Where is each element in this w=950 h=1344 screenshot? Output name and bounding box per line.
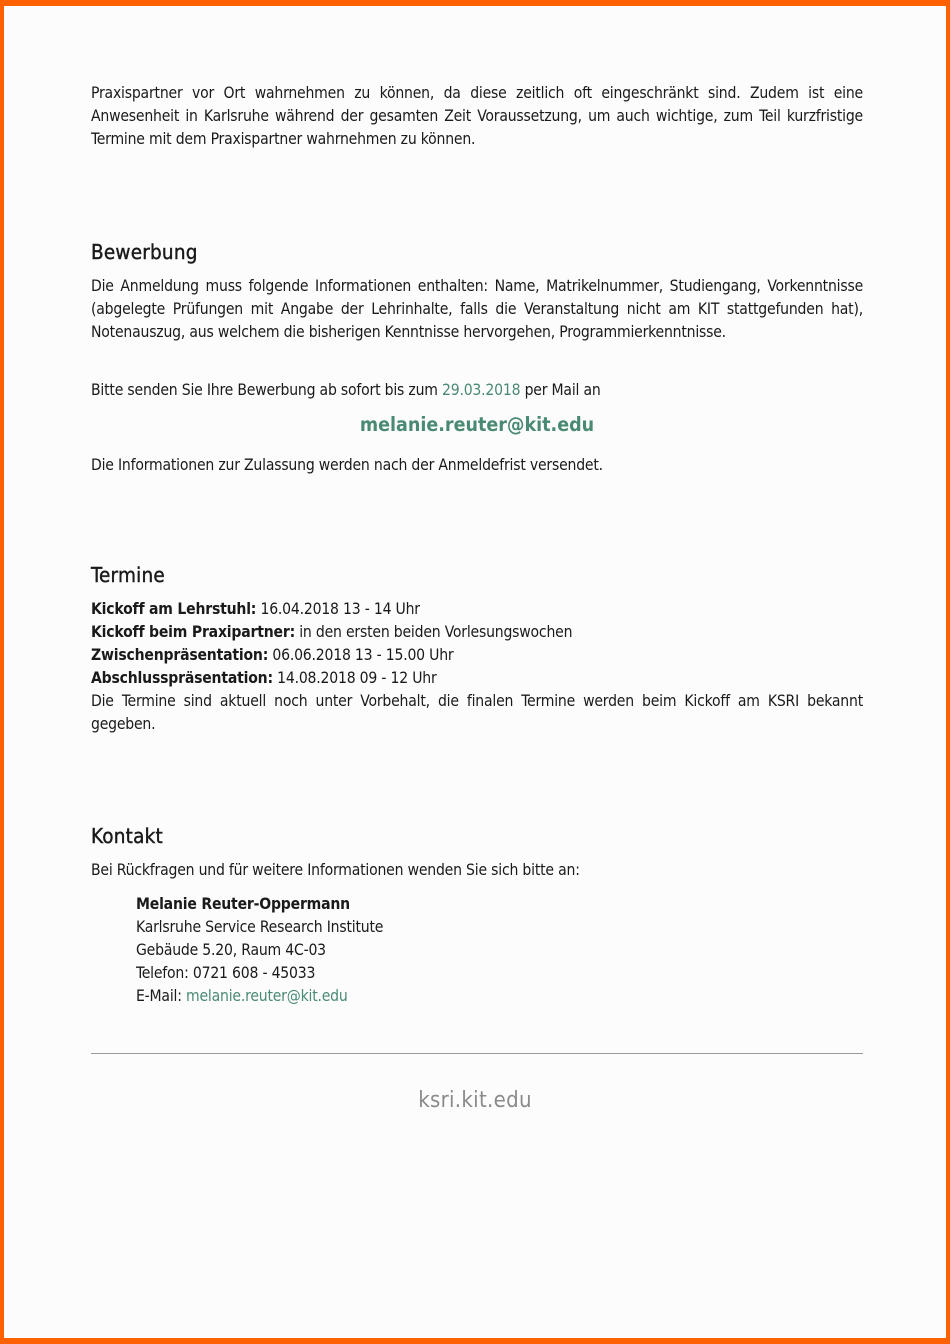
- send-suffix: per Mail an: [520, 381, 601, 399]
- section-heading-kontakt: Kontakt: [91, 824, 163, 848]
- termin-value: 06.06.2018 13 - 15.00 Uhr: [268, 646, 454, 664]
- contact-email-line: [136, 985, 863, 1008]
- contact-email-label: E-Mail:: [136, 987, 187, 1005]
- contact-email-link[interactable]: melanie.reuter@kit.edu: [186, 987, 348, 1005]
- send-prefix: Bitte senden Sie Ihre Bewerbung ab sofort bis zum: [91, 381, 442, 399]
- intro-paragraph: Praxispartner vor Ort wahrnehmen zu können, da diese zeitlich oft eingeschränkt sind. Zudem ist eine Anwesenheit in Karlsruhe während der gesamten Zeit Voraussetzung, um auch wichtige, zum Teil kurzfristige Termine mit dem Praxispartner wahrnehmen zu können.: [91, 84, 863, 148]
- bewerbung-note: Die Informationen zur Zulassung werden nach der Anmeldefrist versendet.: [91, 456, 603, 474]
- section-heading-bewerbung: Bewerbung: [91, 240, 198, 264]
- deadline-date: 29.03.2018: [442, 381, 521, 399]
- termine-list: [91, 598, 863, 736]
- termin-label: Abschlusspräsentation:: [91, 669, 273, 687]
- contact-phone: Telefon: 0721 608 - 45033: [136, 964, 316, 982]
- termin-value: 16.04.2018 13 - 14 Uhr: [256, 600, 420, 618]
- section-heading-termine: Termine: [91, 563, 165, 587]
- termin-item: [91, 598, 863, 621]
- contact-block: [91, 893, 863, 1008]
- termin-item: [91, 621, 863, 644]
- application-email-link[interactable]: melanie.reuter@kit.edu: [359, 413, 595, 436]
- termin-value: 14.08.2018 09 - 12 Uhr: [272, 669, 437, 687]
- contact-institute: Karlsruhe Service Research Institute: [136, 918, 384, 936]
- termine-note: Die Termine sind aktuell noch unter Vorbehalt, die finalen Termine werden beim Kickoff am KSRI bekannt gegeben.: [91, 692, 863, 733]
- termin-item: [91, 644, 863, 667]
- contact-name: Melanie Reuter-Oppermann: [136, 895, 350, 913]
- contact-room: Gebäude 5.20, Raum 4C-03: [136, 941, 326, 959]
- termin-label: Kickoff am Lehrstuhl:: [91, 600, 257, 618]
- bewerbung-send-line: [91, 379, 863, 402]
- footer-divider: [91, 1053, 863, 1054]
- termin-label: Kickoff beim Praxipartner:: [91, 623, 295, 641]
- footer-url[interactable]: ksri.kit.edu: [418, 1088, 532, 1113]
- termin-value: in den ersten beiden Vorlesungswochen: [294, 623, 573, 641]
- termin-label: Zwischenpräsentation:: [91, 646, 269, 664]
- termin-item: [91, 667, 863, 690]
- bewerbung-paragraph: Die Anmeldung muss folgende Informationen enthalten: Name, Matrikelnummer, Studiengang, Vorkenntnisse (abgelegte Prüfungen mit Angabe der Lehrinhalte, falls die Veranstaltung nicht am KIT stattgefunden hat), Notenauszug, aus welchem die bisherigen Kenntnisse hervorgehen, Programmierkenntnisse.: [91, 277, 863, 341]
- kontakt-intro: Bei Rückfragen und für weitere Informationen wenden Sie sich bitte an:: [91, 861, 580, 879]
